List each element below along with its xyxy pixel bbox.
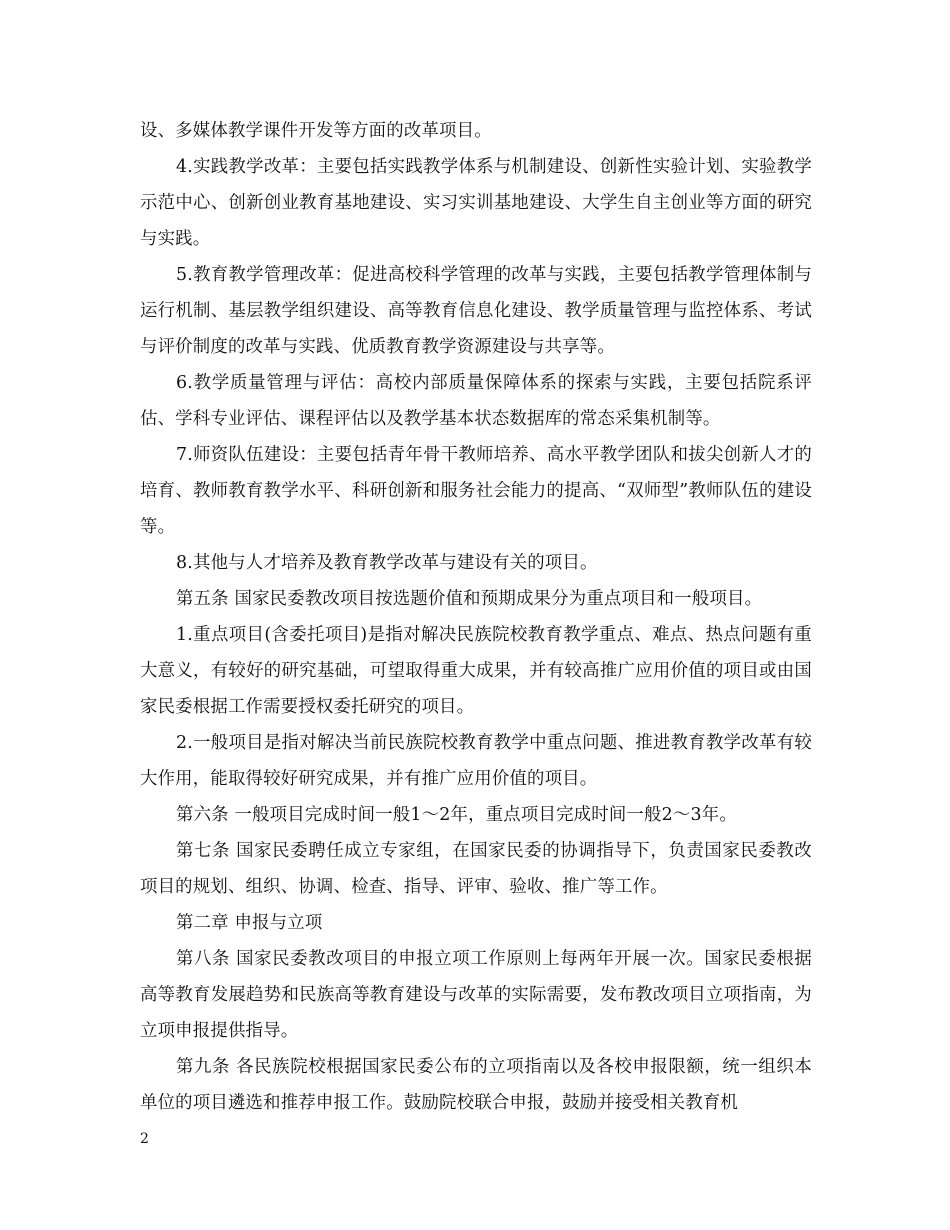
paragraph: 第二章 申报与立项 (176, 913, 323, 933)
paragraph: 7.师资队伍建设：主要包括青年骨干教师培养、高水平教学团队和拔尖创新人才的培育、教师教育教学水平、科研创新和服务社会能力的提高、“双师型”教师队伍的建设等。 (140, 445, 812, 537)
paragraph: 设、多媒体教学课件开发等方面的改革项目。 (140, 121, 492, 141)
paragraph: 2.一般项目是指对解决当前民族院校教育教学中重点问题、推进教育教学改革有较大作用，能取得较好研究成果，并有推广应用价值的项目。 (140, 733, 812, 789)
paragraph: 1.重点项目(含委托项目)是指对解决民族院校教育教学重点、难点、热点问题有重大意义，有较好的研究基础，可望取得重大成果，并有较高推广应用价值的项目或由国家民委根据工作需要授权委托研究的项目。 (140, 625, 812, 717)
paragraph: 第六条 一般项目完成时间一般1～2年，重点项目完成时间一般2～3年。 (176, 805, 737, 825)
paragraph: 第七条 国家民委聘任成立专家组，在国家民委的协调指导下，负责国家民委教改项目的规划、组织、协调、检查、指导、评审、验收、推广等工作。 (140, 841, 812, 897)
paragraph: 6.教学质量管理与评估：高校内部质量保障体系的探索与实践，主要包括院系评估、学科专业评估、课程评估以及教学基本状态数据库的常态采集机制等。 (140, 373, 812, 429)
paragraph: 第九条 各民族院校根据国家民委公布的立项指南以及各校申报限额，统一组织本单位的项目遴选和推荐申报工作。鼓励院校联合申报，鼓励并接受相关教育机 (140, 1057, 812, 1113)
page-number: 2 (140, 1131, 149, 1147)
paragraph: 第八条 国家民委教改项目的申报立项工作原则上每两年开展一次。国家民委根据高等教育发展趋势和民族高等教育建设与改革的实际需要，发布教改项目立项指南，为立项申报提供指导。 (140, 949, 812, 1041)
paragraph: 第五条 国家民委教改项目按选题价值和预期成果分为重点项目和一般项目。 (176, 589, 763, 609)
body-text (140, 113, 812, 1121)
paragraph: 4.实践教学改革：主要包括实践教学体系与机制建设、创新性实验计划、实验教学示范中心、创新创业教育基地建设、实习实训基地建设、大学生自主创业等方面的研究与实践。 (140, 157, 812, 249)
paragraph: 8.其他与人才培养及教育教学改革与建设有关的项目。 (176, 553, 598, 573)
paragraph: 5.教育教学管理改革：促进高校科学管理的改革与实践，主要包括教学管理体制与运行机制、基层教学组织建设、高等教育信息化建设、教学质量管理与监控体系、考试与评价制度的改革与实践、优质教育教学资源建设与共享等。 (140, 265, 812, 357)
